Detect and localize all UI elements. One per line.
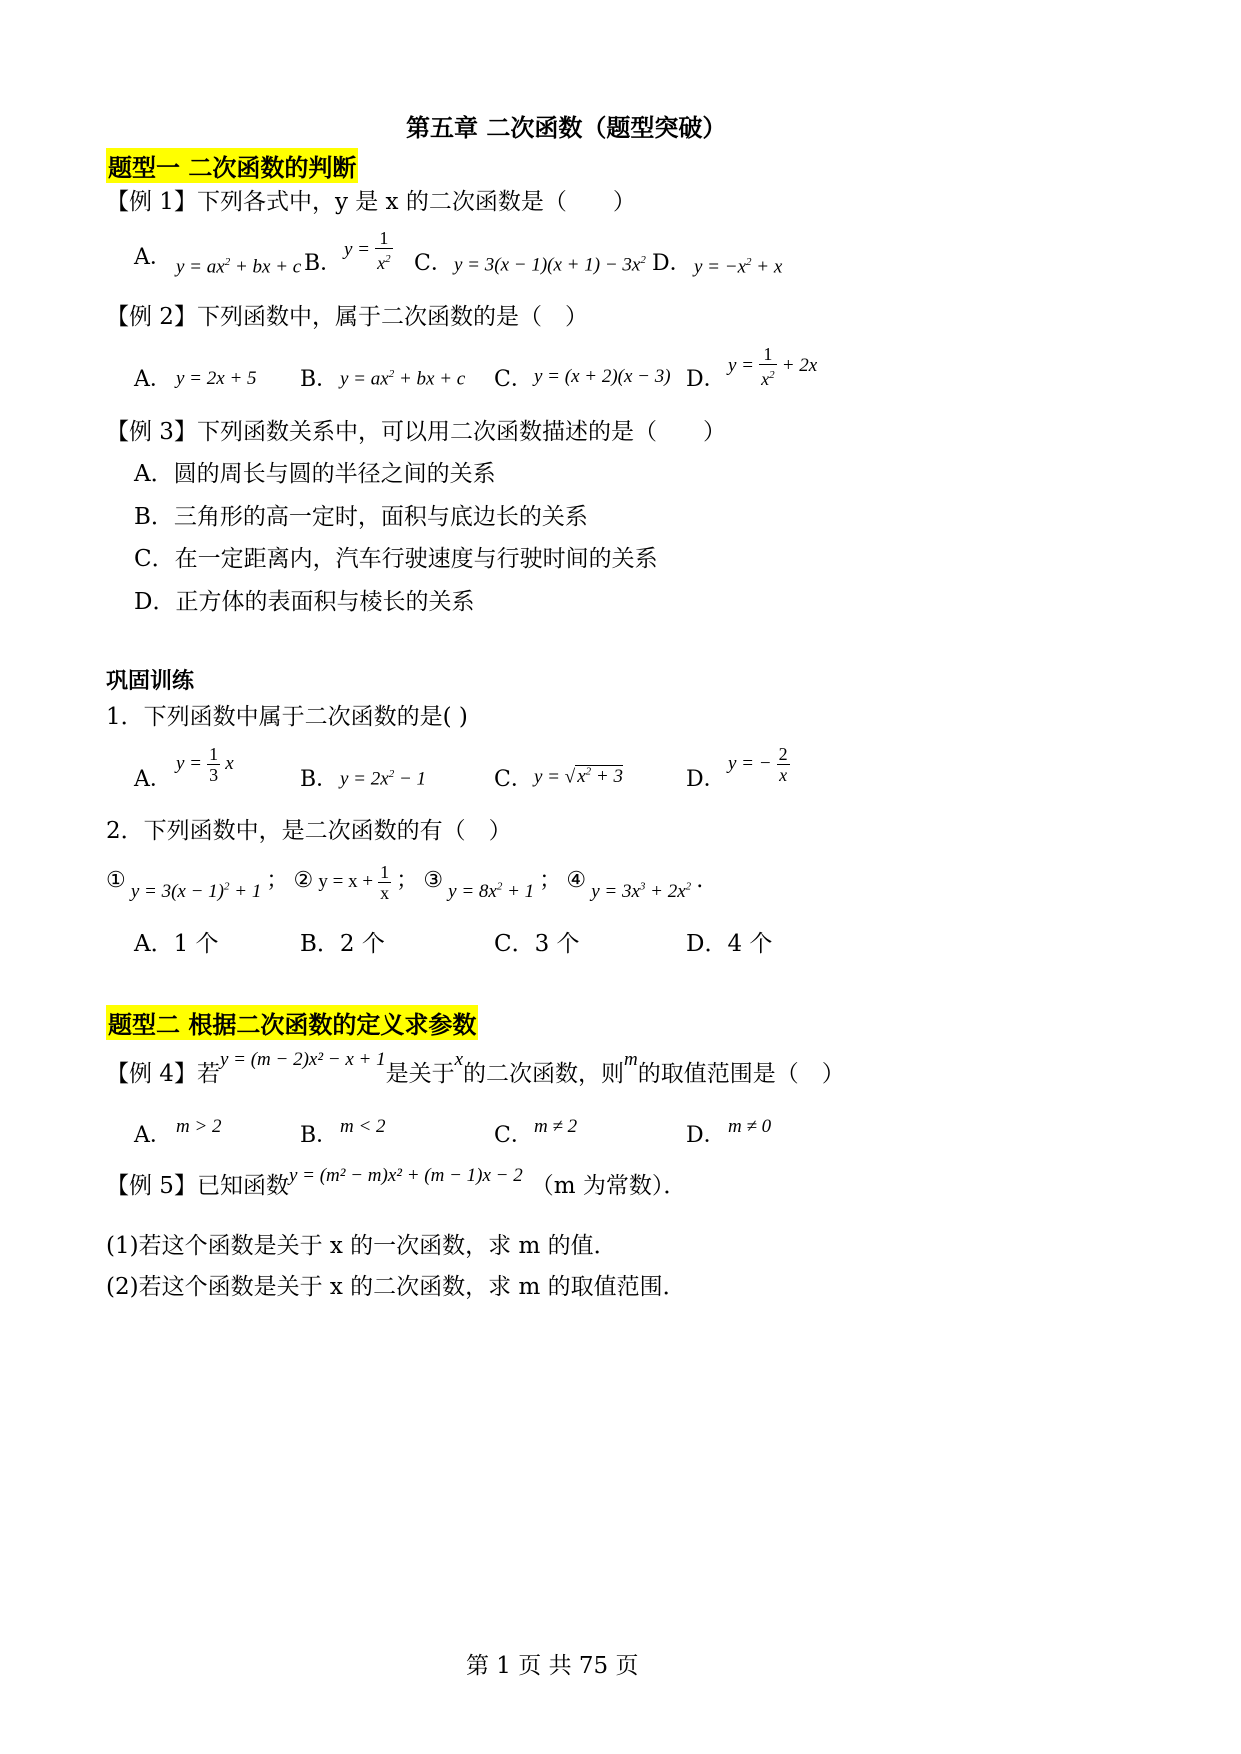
practice-q1-formula-d: y = − $\frac{2}{x}$ — [728, 744, 788, 785]
example-2-stem: 【例 2】下列函数中，属于二次函数的是（ ） — [106, 304, 588, 330]
example-2-option-d-label: D． — [686, 367, 726, 392]
example-2-formula-d: y = $\frac{1}{x^2}$ + 2x — [728, 344, 818, 389]
example-2-formula-c: y = (x + 2)(x − 3) — [534, 366, 671, 387]
example-3-option-c: C．在一定距离内，汽车行驶速度与行驶时间的关系 — [134, 546, 658, 572]
practice-heading: 巩固训练 — [106, 669, 195, 694]
example-4-stem: 【例 4】若y = (m − 2)x² − x + 1是关于x的二次函数，则m的取值范围是（ ） — [106, 1049, 845, 1087]
example-4-option-c-label: C． — [494, 1123, 533, 1148]
practice-q1-option-a-label: A． — [134, 767, 172, 792]
example-1-option-d-label: D． — [652, 251, 692, 276]
practice-q2-option-d: D．4 个 — [686, 931, 773, 957]
practice-q1-formula-a: y = $\frac{1}{3}$ x — [176, 744, 234, 785]
practice-q1-formula-b: $y = 2x^2 - 1$ — [340, 768, 427, 790]
example-3-option-a: A．圆的周长与圆的半径之间的关系 — [134, 461, 496, 487]
example-4-formula-a: m > 2 — [176, 1116, 222, 1137]
example-1-formula-d: $y = -x^2 + x$ — [694, 256, 783, 278]
page-footer: 第 1 页 共 75 页 — [466, 1653, 639, 1679]
practice-q2-stem: 2．下列函数中，是二次函数的有（ ） — [106, 818, 512, 844]
practice-q1-stem: 1．下列函数中属于二次函数的是( ) — [106, 704, 468, 730]
example-2-option-c-label: C． — [494, 367, 533, 392]
practice-q1-option-b-label: B． — [300, 767, 339, 792]
example-5-question-2: (2)若这个函数是关于 x 的二次函数，求 m 的取值范围． — [106, 1274, 686, 1300]
section-heading-1: 题型一 二次函数的判断 — [106, 148, 358, 183]
example-4-formula-d: m ≠ 0 — [728, 1116, 772, 1137]
example-1-stem: 【例 1】下列各式中，y 是 x 的二次函数是（ ） — [106, 189, 636, 215]
example-2-option-b-label: B． — [300, 367, 339, 392]
example-4-option-b-label: B． — [300, 1123, 339, 1148]
example-5-stem: 【例 5】已知函数y = (m² − m)x² + (m − 1)x − 2 （m 为常数）． — [106, 1165, 687, 1199]
example-1-formula-a: $y = ax^2$ + bx + c — [176, 256, 302, 278]
example-1-option-c-label: C． — [414, 251, 453, 276]
example-4-formula-b: m < 2 — [340, 1116, 386, 1137]
page-title: 第五章 二次函数（题型突破） — [406, 114, 727, 142]
example-2-formula-a: y = 2x + 5 — [176, 368, 257, 389]
practice-q1-formula-c: y = √ $x^2 + 3$ — [534, 766, 623, 788]
example-4-formula-c: m ≠ 2 — [534, 1116, 578, 1137]
example-5-question-1: (1)若这个函数是关于 x 的一次函数，求 m 的值． — [106, 1233, 617, 1259]
example-3-option-d: D．正方体的表面积与棱长的关系 — [134, 589, 475, 615]
practice-q1-option-d-label: D． — [686, 767, 726, 792]
example-2-formula-b: $y = ax^2$ + bx + c — [340, 368, 466, 390]
practice-q2-option-a: A．1 个 — [134, 931, 219, 957]
practice-q2-option-c: C．3 个 — [494, 931, 580, 957]
example-2-option-a-label: A． — [134, 367, 172, 392]
practice-q1-option-c-label: C． — [494, 767, 533, 792]
practice-q2-items: ① $y = 3(x - 1)^2 + 1$ ； ② y = x + $\frac{1}{x}$ ； ③ $y = 8x^2 + 1$ ； ④ $y = 3x^3 + 2x^2$ . — [106, 862, 704, 903]
example-1-option-a: A． — [134, 245, 172, 270]
section-heading-2: 题型二 根据二次函数的定义求参数 — [106, 1005, 478, 1040]
practice-q2-option-b: B．2 个 — [300, 931, 385, 957]
example-4-option-d-label: D． — [686, 1123, 726, 1148]
example-4-option-a-label: A． — [134, 1123, 172, 1148]
example-3-stem: 【例 3】下列函数关系中，可以用二次函数描述的是（ ） — [106, 419, 726, 445]
example-1-option-b-label: B． — [304, 251, 343, 276]
example-1-formula-c: $y = 3(x - 1)(x + 1) - 3x^2$ — [454, 254, 646, 276]
example-1-formula-b: y = $\frac{1}{x^2}$ — [344, 228, 391, 273]
example-3-option-b: B．三角形的高一定时，面积与底边长的关系 — [134, 504, 588, 530]
